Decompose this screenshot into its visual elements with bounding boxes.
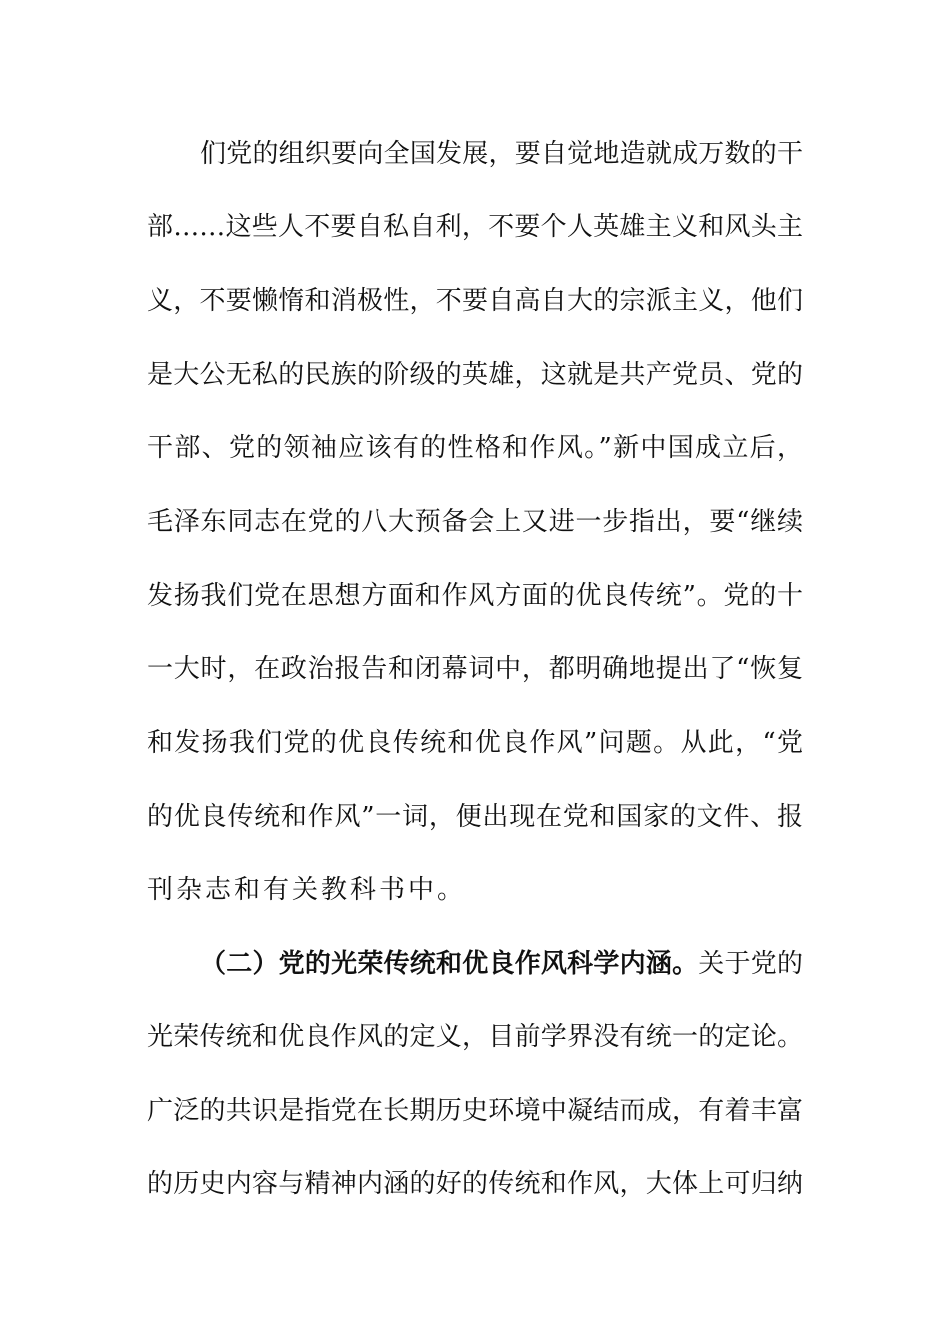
paragraph-line: 光荣传统和优良作风的定义，目前学界没有统一的定论。: [147, 1022, 803, 1052]
paragraph-line: 发扬我们党在思想方面和作风方面的优良传统”。党的十: [147, 581, 803, 611]
paragraph-line: 毛泽东同志在党的八大预备会上又进一步指出，要“继续: [147, 507, 803, 537]
paragraph-line: 是大公无私的民族的阶级的英雄，这就是共产党员、党的: [147, 360, 803, 390]
section-heading: （二）党的光荣传统和优良作风科学内涵。: [200, 949, 699, 979]
paragraph-line: 和发扬我们党的优良传统和优良作风”问题。从此，“党: [147, 728, 803, 758]
paragraph-line: 一大时，在政治报告和闭幕词中，都明确地提出了“恢复: [147, 654, 803, 684]
paragraph-line: 义，不要懒惰和消极性，不要自高自大的宗派主义，他们: [147, 286, 803, 316]
section-heading-line: [200, 944, 803, 984]
paragraph-line: 部……这些人不要自私自利，不要个人英雄主义和风头主: [147, 212, 803, 242]
paragraph-line: 干部、党的领袖应该有的性格和作风。”新中国成立后，: [147, 433, 803, 463]
paragraph-line: 的优良传统和作风”一词，便出现在党和国家的文件、报: [147, 802, 803, 832]
paragraph-line: 刊杂志和有关教科书中。: [147, 875, 467, 905]
heading-line-rest: 关于党的: [698, 949, 803, 979]
paragraph-line: 的历史内容与精神内涵的好的传统和作风，大体上可归纳: [147, 1169, 803, 1199]
paragraph-line: 们党的组织要向全国发展，要自觉地造就成万数的干: [200, 139, 803, 169]
paragraph-line: 广泛的共识是指党在长期历史环境中凝结而成，有着丰富: [147, 1096, 803, 1126]
